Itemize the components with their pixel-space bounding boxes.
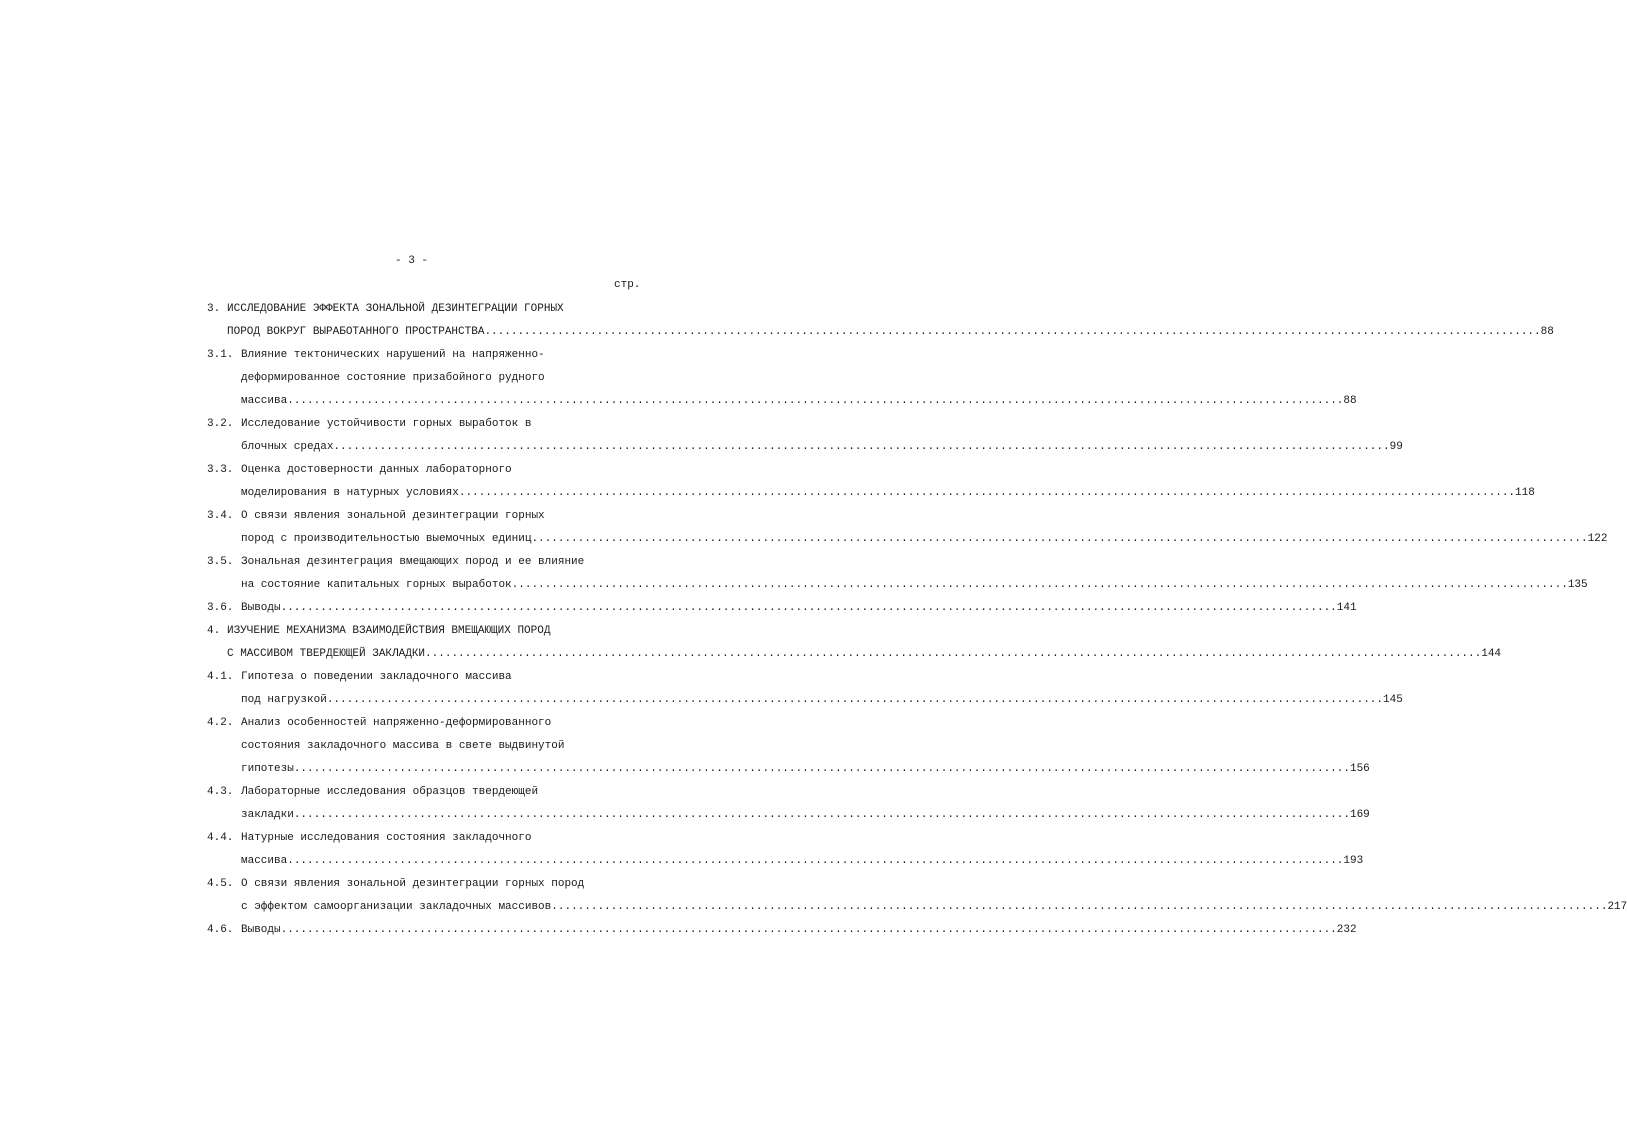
toc-text: ИССЛЕДОВАНИЕ ЭФФЕКТА ЗОНАЛЬНОЙ ДЕЗИНТЕГРАЦИИ ГОРНЫХ [227, 303, 564, 315]
toc-entry-3-4 [207, 505, 1608, 551]
toc-text: Натурные исследования состояния закладочного [241, 832, 532, 844]
toc-number: 4. [207, 625, 221, 637]
toc-entry-4-6 [207, 919, 1357, 942]
toc-number: 4.4. [207, 832, 234, 844]
toc-page-ref: 193 [1343, 855, 1364, 867]
toc-text: Зональная дезинтеграция вмещающих пород и ее влияние [241, 556, 585, 568]
toc-page-ref: 122 [1587, 533, 1608, 545]
dot-leader [512, 574, 1568, 597]
toc-text: пород с производительностью выемочных единиц [241, 533, 532, 545]
toc-page-ref: 141 [1336, 602, 1357, 614]
toc-text: на состояние капитальных горных выработок [241, 579, 512, 591]
toc-text: Оценка достоверности данных лабораторного [241, 464, 512, 476]
toc-text: Анализ особенностей напряженно-деформированного [241, 717, 552, 729]
toc-page-ref: 232 [1336, 924, 1357, 936]
dot-leader [287, 390, 1343, 413]
toc-page-ref: 145 [1383, 694, 1403, 706]
toc-number: 3.1. [207, 349, 234, 361]
toc-page-ref: 156 [1349, 763, 1370, 775]
toc-text: Выводы [241, 602, 281, 614]
toc-text: блочных средах [241, 441, 334, 453]
toc-entry-4-1 [207, 666, 1403, 712]
toc-number: 3.5. [207, 556, 234, 568]
toc-number: 4.1. [207, 671, 234, 683]
toc-page-ref: 88 [1343, 395, 1357, 407]
toc-entry-3-5 [207, 551, 1588, 597]
toc-number: 3.6. [207, 602, 234, 614]
toc-entry-4-2 [207, 712, 1370, 781]
toc-entry-3-1 [207, 344, 1357, 413]
toc-entry-4-4 [207, 827, 1364, 873]
toc-page-ref: 144 [1481, 648, 1502, 660]
dot-leader [294, 758, 1350, 781]
toc-text: моделирования в натурных условиях [241, 487, 459, 499]
toc-page-ref: 135 [1567, 579, 1588, 591]
dot-leader [287, 850, 1343, 873]
toc-text: Исследование устойчивости горных выработок в [241, 418, 532, 430]
toc-text: ИЗУЧЕНИЕ МЕХАНИЗМА ВЗАИМОДЕЙСТВИЯ ВМЕЩАЮЩИХ ПОРОД [227, 625, 551, 637]
toc-number: 3.3. [207, 464, 234, 476]
page-number: - 3 - [395, 255, 429, 267]
toc-entry-3-3 [207, 459, 1535, 505]
toc-number: 4.3. [207, 786, 234, 798]
dot-leader [281, 597, 1337, 620]
toc-text: Гипотеза о поведении закладочного массива [241, 671, 512, 683]
toc-entry-chapter-3 [207, 298, 1554, 344]
toc-number: 4.5. [207, 878, 234, 890]
toc-text: деформированное состояние призабойного рудного [241, 372, 545, 384]
dot-leader [459, 482, 1515, 505]
toc-entry-4-5 [207, 873, 1627, 919]
toc-text: О связи явления зональной дезинтеграции горных пород [241, 878, 585, 890]
toc-number: 4.2. [207, 717, 234, 729]
dot-leader [294, 804, 1350, 827]
toc-text: Выводы [241, 924, 281, 936]
toc-text: с эффектом самоорганизации закладочных массивов [241, 901, 552, 913]
toc-page-ref: 118 [1515, 487, 1535, 499]
toc-page-ref: 88 [1540, 326, 1554, 338]
toc-text: массива [241, 855, 288, 867]
toc-text: гипотезы [241, 763, 294, 775]
dot-leader [281, 919, 1337, 942]
toc-entry-chapter-4 [207, 620, 1502, 666]
dot-leader [484, 321, 1540, 344]
dot-leader [551, 896, 1607, 919]
toc-text: О связи явления зональной дезинтеграции горных [241, 510, 545, 522]
toc-number: 3. [207, 303, 221, 315]
dot-leader [425, 643, 1481, 666]
toc-text: закладки [241, 809, 294, 821]
dot-leader [531, 528, 1587, 551]
toc-entry-3-6 [207, 597, 1357, 620]
toc-text: под нагрузкой [241, 694, 327, 706]
toc-entry-3-2 [207, 413, 1403, 459]
toc-number: 3.4. [207, 510, 234, 522]
dot-leader [333, 436, 1389, 459]
toc-text: Лабораторные исследования образцов твердеющей [241, 786, 539, 798]
toc-text: ПОРОД ВОКРУГ ВЫРАБОТАННОГО ПРОСТРАНСТВА [227, 326, 485, 338]
toc-number: 3.2. [207, 418, 234, 430]
toc-text: массива [241, 395, 288, 407]
toc-entry-4-3 [207, 781, 1370, 827]
toc-text: состояния закладочного массива в свете выдвинутой [241, 740, 565, 752]
toc-number: 4.6. [207, 924, 234, 936]
table-of-contents [207, 298, 1627, 942]
toc-text: С МАССИВОМ ТВЕРДЕЮЩЕЙ ЗАКЛАДКИ [227, 648, 426, 660]
page-column-label: стр. [614, 279, 641, 291]
toc-page-ref: 169 [1349, 809, 1370, 821]
toc-page-ref: 217 [1607, 901, 1627, 913]
toc-page-ref: 99 [1389, 441, 1403, 453]
dot-leader [327, 689, 1383, 712]
toc-text: Влияние тектонических нарушений на напряженно- [241, 349, 545, 361]
